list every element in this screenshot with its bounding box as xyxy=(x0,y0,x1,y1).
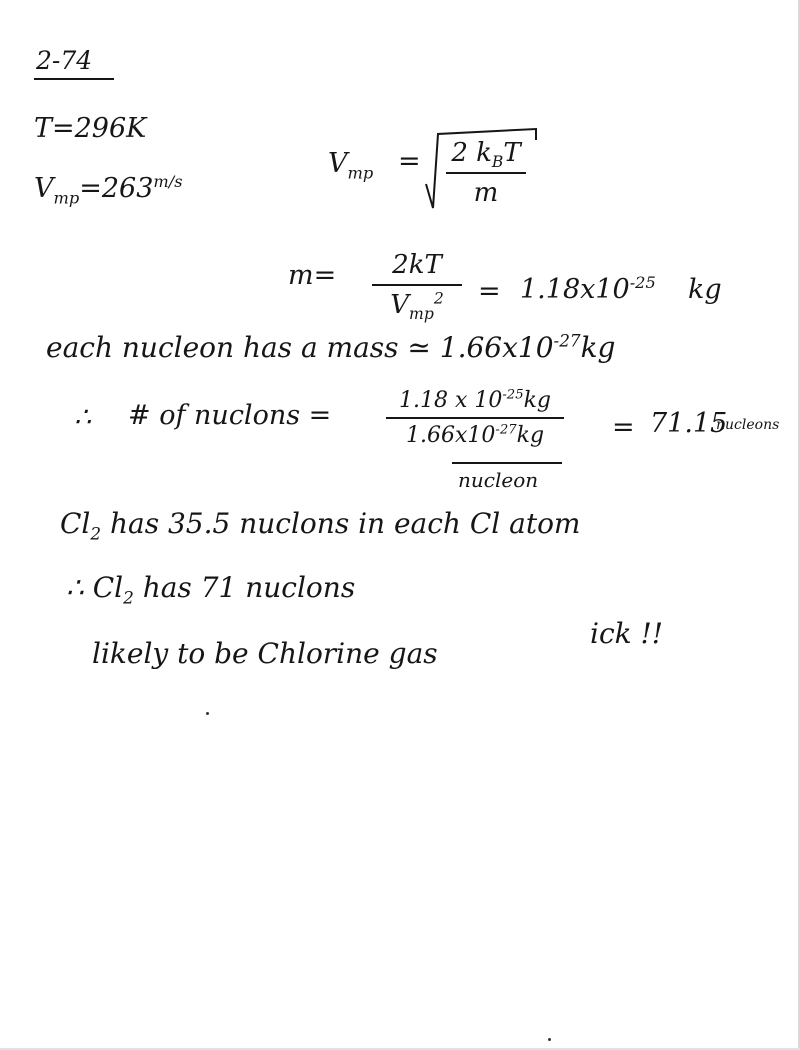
given-temperature: T=296K xyxy=(34,113,147,144)
mass-formula-fraction xyxy=(372,250,462,324)
mass-formula-denominator: $V_{mp}^2$ xyxy=(390,289,444,324)
therefore-symbol-1: ∴ xyxy=(74,402,92,433)
mass-formula-unit: kg xyxy=(688,274,722,305)
problem-number: 2-74 xyxy=(36,46,93,75)
remark-ick: ick !! xyxy=(590,617,664,650)
conclusion-line-1: $Cl_2$ has 35.5 nuclons in each Cl atom xyxy=(60,507,581,544)
given-vmp-unit: m/s xyxy=(153,172,183,191)
nucleon-mass-exponent: -27 xyxy=(553,330,581,351)
problem-number-underline xyxy=(34,78,114,80)
therefore-symbol-2: ∴ xyxy=(66,571,84,604)
nucleon-count-denominator: $1.66x10^{-27}kg$ xyxy=(405,422,545,448)
given-vmp-value: =263 xyxy=(79,173,154,204)
vmp-formula-denominator: m xyxy=(473,178,499,208)
vmp-formula-numerator: 2 $k_BT$ xyxy=(451,138,521,172)
nucleon-count-result: 71.15 xyxy=(650,408,728,439)
scan-speck xyxy=(206,712,209,715)
vmp-formula-subscript: mp xyxy=(347,163,374,183)
nucleon-count-equals: = xyxy=(612,412,635,443)
mass-formula-lhs: m= xyxy=(288,260,337,291)
vmp-formula-fraction xyxy=(446,138,526,208)
mass-formula-result: $1.18x10^{-25}$ xyxy=(520,273,656,305)
vmp-formula-lhs xyxy=(328,148,374,183)
vmp-formula-symbol: V xyxy=(328,148,348,179)
given-vmp-symbol: V xyxy=(34,173,54,204)
nucleon-count-result-unit: nucleons xyxy=(716,417,780,433)
vmp-formula-fraction-bar xyxy=(446,172,526,174)
per-nucleon-bar xyxy=(452,462,562,464)
nucleon-count-numerator: 1.18 x $10^{-25}kg$ xyxy=(398,387,552,413)
given-vmp-subscript: mp xyxy=(53,188,80,208)
conclusion-line-2: ∴ $Cl_2$ has 71 nuclons xyxy=(66,571,356,608)
nucleon-mass-unit: kg xyxy=(580,331,616,364)
given-vmp xyxy=(34,172,183,208)
nucleon-count-fraction xyxy=(386,388,564,448)
mass-formula-exponent: -25 xyxy=(629,273,656,292)
mass-formula-equals: = xyxy=(478,276,501,307)
per-nucleon-label: nucleon xyxy=(458,468,539,492)
mass-formula-fraction-bar xyxy=(372,284,462,286)
vmp-formula-equals: = xyxy=(398,146,421,177)
conclusion-line-3: likely to be Chlorine gas xyxy=(92,637,438,670)
nucleon-count-label: # of nuclons = xyxy=(128,400,332,431)
scan-speck xyxy=(548,1038,551,1041)
nucleon-mass-statement: each nucleon has a mass ≃ $1.66x10^{-27}kg$ xyxy=(46,330,616,364)
nucleon-count-fraction-bar xyxy=(386,417,564,419)
mass-formula-numerator: 2kT xyxy=(392,250,442,280)
